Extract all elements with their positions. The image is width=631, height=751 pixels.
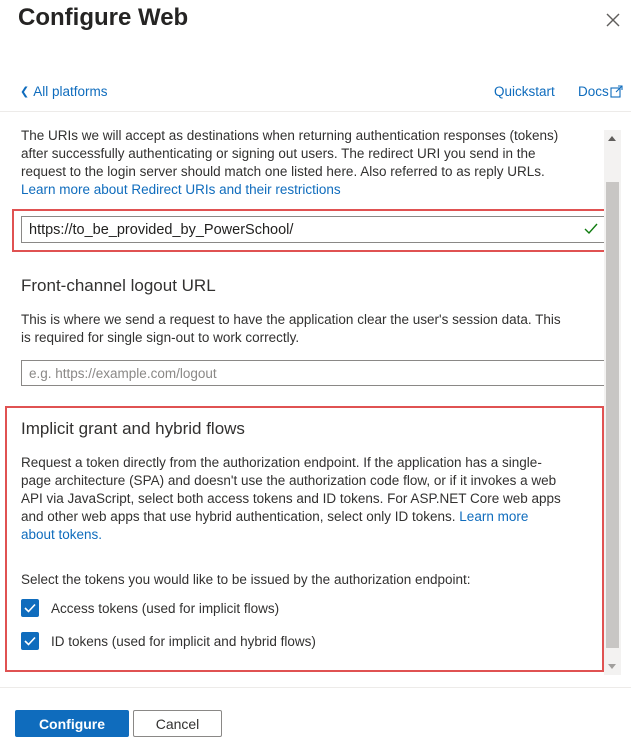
description-line: The URIs we will accept as destinations when returning authentication responses (tokens) [21, 128, 559, 143]
quickstart-link[interactable]: Quickstart [494, 84, 555, 99]
content-scroll-area[interactable] [0, 112, 631, 687]
checkmark-icon [584, 223, 598, 235]
description-line: This is where we send a request to have the application clear the user's session data. This [21, 312, 561, 327]
description-line [21, 508, 601, 526]
redirect-uri-input[interactable] [21, 216, 605, 243]
access-tokens-checkbox[interactable] [21, 599, 39, 617]
description-text: and other web apps that use hybrid authentication, select only ID tokens. [21, 509, 456, 524]
close-button[interactable] [601, 8, 625, 32]
logout-description [21, 311, 601, 347]
chevron-left-icon: ❮ [20, 86, 30, 98]
scroll-up-arrow-icon[interactable] [608, 136, 616, 141]
external-link-icon [610, 85, 623, 98]
checkmark-icon [24, 603, 36, 613]
docs-link[interactable] [578, 84, 623, 99]
scrollbar-thumb[interactable] [606, 182, 619, 648]
close-icon [601, 8, 625, 32]
description-line: after successfully authenticating or signing out users. The redirect URI you send in the [21, 146, 536, 161]
redirect-uri-learn-more-link[interactable]: Learn more about Redirect URIs and their restrictions [21, 182, 341, 197]
id-tokens-option[interactable] [21, 632, 316, 650]
redirect-uri-value: https://to_be_provided_by_PowerSchool/ [29, 221, 294, 238]
docs-link-label: Docs [578, 84, 609, 99]
tokens-learn-more-link[interactable]: Learn more [459, 509, 529, 524]
panel-title: Configure Web [18, 4, 189, 31]
footer-divider [0, 687, 631, 688]
implicit-grant-description [21, 454, 601, 544]
back-link-label: All platforms [33, 84, 108, 99]
description-line: Request a token directly from the authorization endpoint. If the application has a single- [21, 455, 542, 470]
implicit-grant-section-title: Implicit grant and hybrid flows [21, 419, 245, 438]
tokens-learn-more-link-continued[interactable]: about tokens. [21, 527, 103, 542]
token-select-label: Select the tokens you would like to be issued by the authorization endpoint: [21, 572, 471, 587]
description-line: request to the login server should match one listed here. Also referred to as reply URLs. [21, 164, 545, 179]
description-line: API via JavaScript, select both access tokens and ID tokens. For ASP.NET Core web apps [21, 491, 561, 506]
description-line: is required for single sign-out to work correctly. [21, 330, 300, 345]
access-tokens-option[interactable] [21, 599, 279, 617]
id-tokens-checkbox[interactable] [21, 632, 39, 650]
redirect-uri-description [21, 127, 601, 199]
cancel-button[interactable]: Cancel [133, 710, 222, 737]
logout-section-title: Front-channel logout URL [21, 276, 216, 295]
vertical-scrollbar[interactable] [604, 130, 621, 675]
back-link[interactable] [20, 84, 108, 99]
configure-button[interactable]: Configure [15, 710, 129, 737]
description-line: page architecture (SPA) and doesn't use the authorization code flow, or if it invokes a web [21, 473, 557, 488]
id-tokens-label: ID tokens (used for implicit and hybrid flows) [51, 633, 316, 649]
checkmark-icon [24, 636, 36, 646]
access-tokens-label: Access tokens (used for implicit flows) [51, 600, 280, 616]
scroll-down-arrow-icon[interactable] [608, 664, 616, 669]
logout-url-input[interactable] [21, 360, 605, 386]
logout-url-placeholder: e.g. https://example.com/logout [29, 365, 217, 381]
